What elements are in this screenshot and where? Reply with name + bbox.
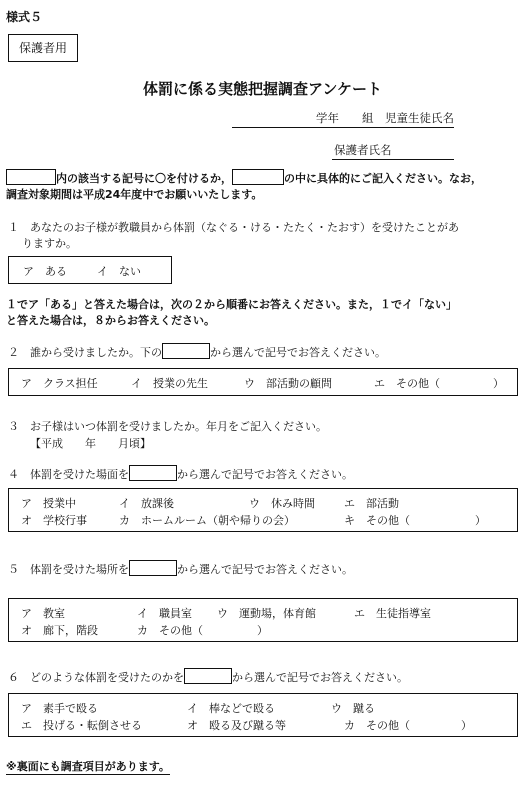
q6-option-o[interactable]: オ 殴る及び蹴る等	[187, 719, 286, 732]
q2-option-i[interactable]: イ 授業の先生	[131, 377, 208, 390]
student-name-line	[232, 110, 454, 128]
q4-option-ka[interactable]: カ ホームルーム（朝や帰りの会）	[119, 514, 295, 527]
q6-option-ka[interactable]: カ その他（	[344, 719, 410, 732]
intro-line-2: 調査対象期間は平成24年度中でお願いいたします。	[6, 188, 263, 201]
q4-option-ki[interactable]: キ その他（	[344, 514, 410, 527]
q6-option-ka-close: ）	[461, 719, 472, 732]
q1-option-i[interactable]: イ ない	[97, 265, 141, 278]
q4-option-e[interactable]: エ 部活動	[344, 497, 399, 510]
q2-option-e[interactable]: エ その他（	[374, 377, 440, 390]
q1-option-a[interactable]: ア ある	[23, 265, 67, 278]
q1-options-box	[8, 256, 172, 284]
q5-option-o[interactable]: オ 廊下，階段	[21, 624, 98, 637]
q1-note-1: １でア「ある」と答えた場合は，次の２から順番にお答えください。また，１でイ「ない」	[6, 298, 457, 311]
q6-option-i[interactable]: イ 棒などで殴る	[187, 702, 275, 715]
student-name-label: 学年 組 児童生徒氏名	[316, 111, 454, 125]
q5-option-a[interactable]: ア 教室	[21, 607, 65, 620]
q6-option-a[interactable]: ア 素手で殴る	[21, 702, 98, 715]
q5-option-u[interactable]: ウ 運動場，体育館	[217, 607, 316, 620]
q3-answer[interactable]: 【平成 年 月頃】	[30, 437, 151, 450]
q6-option-u[interactable]: ウ 蹴る	[331, 702, 375, 715]
q2-question: ２ 誰から受けましたか。下の から選んで記号でお答えください。	[8, 343, 386, 360]
form-number: 様式５	[6, 10, 43, 24]
q1-text-2: りますか。	[22, 237, 77, 250]
intro-write-box	[232, 169, 284, 185]
q5-option-ka[interactable]: カ その他（	[137, 624, 203, 637]
q5-blank[interactable]	[129, 560, 177, 576]
q4-question: ４ 体罰を受けた場面を から選んで記号でお答えください。	[8, 465, 353, 482]
q6-options-box	[8, 693, 518, 737]
q4-option-u[interactable]: ウ 休み時間	[249, 497, 315, 510]
q6-question: ６ どのような体罰を受けたのかを から選んで記号でお答えください。	[8, 668, 408, 685]
q2-option-u[interactable]: ウ 部活動の顧問	[244, 377, 332, 390]
q2-option-e-close: ）	[493, 377, 504, 390]
q4-option-i[interactable]: イ 放課後	[119, 497, 174, 510]
parent-name-line	[332, 142, 454, 160]
q1-note-2: と答えた場合は，８からお答えください。	[6, 314, 215, 327]
q4-option-o[interactable]: オ 学校行事	[21, 514, 87, 527]
footer-note: ※裏面にも調査項目があります。	[6, 760, 170, 773]
parent-name-label: 保護者氏名	[334, 143, 392, 157]
q4-option-ki-close: ）	[475, 514, 486, 527]
q5-question: ５ 体罰を受けた場所を から選んで記号でお答えください。	[8, 560, 353, 577]
q1-text-1: １ あなたのお子様が教職員から体罰（なぐる・ける・たたく・たおす）を受けたことがあ	[8, 221, 459, 234]
target-label-box	[8, 34, 78, 62]
q4-option-a[interactable]: ア 授業中	[21, 497, 76, 510]
q5-option-ka-close: ）	[257, 624, 268, 637]
intro-line-1: 内の該当する記号に〇を付けるか， の中に具体的にご記入ください。なお，	[6, 169, 482, 186]
q3-question: ３ お子様はいつ体罰を受けましたか。年月をご記入ください。	[8, 420, 327, 433]
q2-options-box	[8, 368, 518, 396]
q2-blank[interactable]	[162, 343, 210, 359]
q6-option-e[interactable]: エ 投げる・転倒させる	[21, 719, 142, 732]
q2-option-a[interactable]: ア クラス担任	[21, 377, 98, 390]
q6-blank[interactable]	[184, 668, 232, 684]
q4-options-box	[8, 488, 518, 532]
q4-blank[interactable]	[129, 465, 177, 481]
q5-option-i[interactable]: イ 職員室	[137, 607, 192, 620]
page-title: 体罰に係る実態把握調査アンケート	[142, 80, 383, 98]
q5-option-e[interactable]: エ 生徒指導室	[354, 607, 431, 620]
q5-options-box	[8, 598, 518, 642]
intro-blank-box	[6, 169, 56, 185]
target-label: 保護者用	[18, 41, 67, 55]
